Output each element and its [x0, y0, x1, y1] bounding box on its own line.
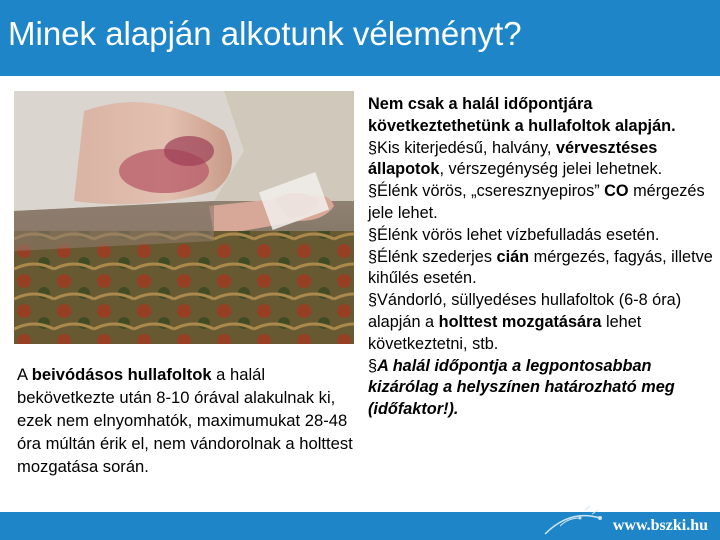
- footer-ornament-icon: [540, 504, 620, 540]
- left-text-bold: beivódásos hullafoltok: [31, 365, 212, 384]
- left-text-start: A: [17, 365, 32, 384]
- bullet-blood-loss: [368, 138, 718, 182]
- bullet-2-text-a: §Élénk vörös, „cseresznyepiros”: [368, 182, 605, 201]
- bullet-1-bold: vérvesztéses állapotok: [368, 138, 658, 179]
- bullet-4-text-a: §Élénk szederjes: [368, 247, 497, 266]
- bullet-4-bold: cián: [496, 247, 530, 266]
- forensic-photo-illustration: [14, 91, 354, 344]
- footer-logo-text[interactable]: www.bszki.hu: [612, 517, 708, 534]
- intro-text: [368, 94, 718, 138]
- bullet-1-text-a: §Kis kiterjedésű, halvány,: [368, 138, 556, 157]
- title-bar: [0, 0, 720, 76]
- left-paragraph: [17, 363, 357, 478]
- bullet-2-bold: CO: [604, 182, 629, 201]
- bullet-co-poisoning: [368, 181, 718, 225]
- intro-bold: Nem csak a halál időpontjára következtethetünk a hullafoltok alapján.: [368, 95, 676, 135]
- bullet-5-bold: holttest mozgatására: [438, 312, 602, 331]
- bullet-time-of-death: [368, 356, 718, 421]
- forensic-photo: [14, 91, 354, 344]
- bullet-2-text-b: mérgezés jele lehet.: [368, 182, 705, 222]
- bullet-drowning: [368, 225, 718, 247]
- bullet-body-movement: [368, 290, 718, 355]
- bullet-1-text-b: , vérszegénység jelei lehetnek.: [439, 160, 663, 179]
- left-text-rest: a halál bekövetkezte után 8-10 órával alakulnak ki, ezek nem elnyomhatók, maximumukat 28-48 óra múltán érik el, nem vándorolnak a holttest mozgatása során.: [17, 365, 353, 476]
- bullet-5-text-b: lehet következtetni, stb.: [368, 312, 642, 353]
- bullet-4-text-b: mérgezés, fagyás, illetve kihűlés esetén.: [368, 247, 713, 288]
- slide-title: Minek alapján alkotunk véleményt?: [8, 15, 522, 52]
- bullet-cyanide: [368, 247, 718, 291]
- footer-bar: [0, 512, 720, 540]
- right-paragraph: [368, 94, 718, 421]
- bullet-6-marker: §: [368, 356, 378, 375]
- bullet-6-bold-italic: A halál időpontja a legpontosabban kizárólag a helyszínen határozható meg (időfaktor!).: [368, 356, 675, 419]
- bullet-3-text: §Élénk vörös lehet vízbefulladás esetén.: [368, 225, 660, 244]
- bullet-5-text-a: §Vándorló, süllyedéses hullafoltok (6-8 óra) alapján a: [368, 291, 682, 331]
